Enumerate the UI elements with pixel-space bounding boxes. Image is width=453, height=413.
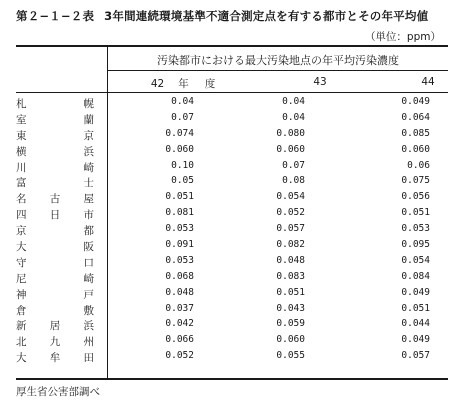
header-rule [16,92,448,93]
value-43: 0.04 [282,96,305,107]
value-42: 0.10 [171,159,194,171]
city-name-char: 日 [49,209,61,222]
table-body [16,96,448,366]
city-name [16,96,94,111]
table-row [16,175,448,191]
city-name-char: 口 [83,256,94,269]
source-note: 厚生省公害部調べ [16,386,100,398]
column-header-42-number: 42 [150,78,165,90]
value-43: 0.054 [276,191,305,203]
city-name-char: 札 [16,98,27,110]
city-name [16,128,94,143]
city-name-char: 幌 [83,98,94,110]
city-name [16,239,94,254]
city-name [16,255,94,270]
value-42: 0.066 [165,334,194,346]
city-name-char: 北 [16,336,27,349]
table-row [16,112,448,128]
city-name-char: 市 [83,209,94,222]
city-name [16,160,94,175]
city-name-char: 富 [16,177,27,190]
city-name-char: 田 [83,352,94,365]
city-name-char: 京 [83,129,94,142]
city-name [16,271,94,286]
value-44: 0.049 [401,334,430,346]
city-name-char: 四 [16,209,27,222]
value-42: 0.051 [165,191,194,203]
city-name-char: 士 [83,177,94,190]
value-43: 0.057 [276,223,305,235]
city-name-char: 京 [16,225,27,238]
city-name-char: 横 [16,145,27,158]
value-43: 0.048 [276,254,305,266]
value-44: 0.044 [401,318,430,330]
table-row [16,96,448,112]
city-name-char: 新 [16,320,27,333]
value-43: 0.043 [276,302,305,314]
city-name [16,350,94,365]
value-43: 0.060 [276,334,305,346]
city-name-char: 蘭 [83,113,94,126]
table-row [16,223,448,239]
city-name [16,318,94,333]
value-44: 0.075 [401,175,430,187]
city-name [16,287,94,302]
value-42: 0.091 [165,239,194,251]
city-name-char: 大 [16,352,27,365]
city-name-char: 居 [49,320,61,333]
table-caption: 3年間連続環境基準不適合測定点を有する都市とその年平均値 [104,9,429,23]
value-42: 0.07 [171,111,194,123]
table-row [16,191,448,207]
column-header-43: 43 [313,76,327,88]
value-44: 0.053 [401,223,430,235]
city-name-char: 名 [16,193,27,206]
value-43: 0.07 [282,159,305,171]
city-name-char: 九 [49,336,61,349]
value-43: 0.052 [276,207,305,219]
city-name [16,112,94,127]
top-rule [16,45,448,47]
value-44: 0.06 [407,159,430,171]
city-name-char: 浜 [83,145,94,158]
city-name-char: 川 [16,161,27,174]
city-name-char: 都 [83,225,94,238]
table-row [16,255,448,271]
value-42: 0.081 [165,207,194,219]
value-42: 0.037 [165,302,194,314]
city-name-char: 浜 [83,320,94,333]
city-name [16,223,94,238]
value-42: 0.04 [171,96,194,107]
city-name-char: 崎 [83,161,94,174]
value-42: 0.048 [165,286,194,298]
city-name-char: 倉 [16,304,27,317]
value-44: 0.060 [401,143,430,155]
table-row [16,271,448,287]
table-row [16,334,448,350]
city-name-char: 牟 [49,352,61,365]
table-row [16,160,448,176]
city-name-char: 神 [16,288,27,301]
spanning-column-header: 汚染都市における最大汚染地点の年平均汚染濃度 [157,54,399,67]
column-header-42-nen: 年 [178,78,189,90]
value-44: 0.085 [401,127,430,139]
city-name-char: 戸 [83,288,94,301]
unit-label: （単位：ppm） [364,31,441,43]
value-44: 0.084 [401,270,430,282]
header-sub-rule [108,70,448,71]
value-42: 0.060 [165,143,194,155]
table-number: 第２−１−２表 [16,9,95,23]
value-43: 0.059 [276,318,305,330]
city-name-char: 屋 [83,193,94,206]
value-43: 0.051 [276,286,305,298]
value-43: 0.082 [276,239,305,251]
column-header-42 [128,76,238,91]
column-header-42-do: 度 [204,78,216,90]
bottom-rule [16,378,448,380]
city-name [16,334,94,349]
value-44: 0.095 [401,239,430,251]
value-44: 0.056 [401,191,430,203]
table-row [16,144,448,160]
value-43: 0.083 [276,270,305,282]
value-44: 0.057 [401,350,430,362]
value-43: 0.08 [282,175,305,187]
value-42: 0.053 [165,254,194,266]
column-header-44: 44 [421,76,435,88]
table-title [16,8,428,24]
table-row [16,239,448,255]
table-row [16,350,448,366]
city-name-char: 東 [16,129,27,142]
table-row [16,318,448,334]
value-42: 0.068 [165,270,194,282]
table-row [16,128,448,144]
city-name [16,175,94,190]
value-43: 0.055 [276,350,305,362]
value-44: 0.049 [401,96,430,107]
value-43: 0.04 [282,111,305,123]
value-42: 0.052 [165,350,194,362]
value-43: 0.080 [276,127,305,139]
value-43: 0.060 [276,143,305,155]
city-name-char: 尼 [16,272,27,285]
city-name-char: 阪 [83,241,94,254]
city-name-char: 州 [83,336,94,349]
value-44: 0.051 [401,207,430,219]
table-row [16,303,448,319]
city-name-char: 守 [16,256,27,269]
city-name [16,207,94,222]
city-name-char: 大 [16,241,27,254]
value-42: 0.074 [165,127,194,139]
city-name [16,144,94,159]
value-42: 0.05 [171,175,194,187]
value-44: 0.064 [401,111,430,123]
city-name [16,191,94,206]
value-42: 0.053 [165,223,194,235]
city-name-char: 崎 [83,272,94,285]
value-42: 0.042 [165,318,194,330]
table-row [16,287,448,303]
value-44: 0.049 [401,286,430,298]
city-name-char: 敷 [83,304,94,317]
city-name-char: 古 [49,193,61,206]
value-44: 0.051 [401,302,430,314]
value-44: 0.054 [401,254,430,266]
table-row [16,207,448,223]
city-name-char: 室 [16,113,27,126]
city-name [16,303,94,318]
